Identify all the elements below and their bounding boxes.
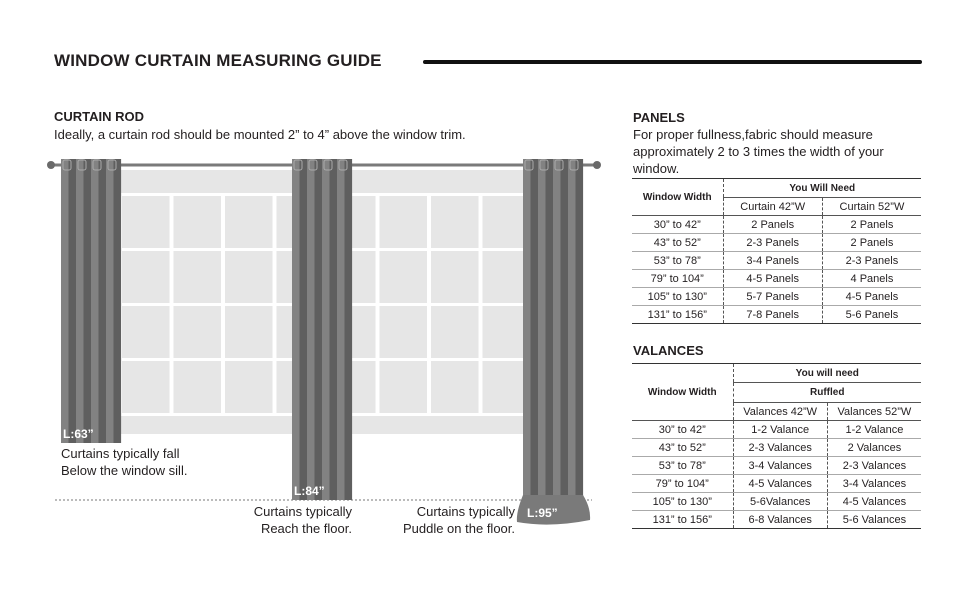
table-row xyxy=(632,439,921,457)
table-row xyxy=(632,252,921,270)
table-cell: 53” to 78” xyxy=(632,252,723,270)
col-curtain-42: Curtain 42”W xyxy=(723,198,822,216)
table-cell: 2 Panels xyxy=(723,216,822,234)
table-cell: 6-8 Valances xyxy=(733,511,827,529)
caption-line: Curtains typically xyxy=(253,504,352,519)
table-cell: 4 Panels xyxy=(822,270,921,288)
col-you-will-need: You Will Need xyxy=(723,179,921,198)
caption-line: Curtains typically fall xyxy=(61,446,180,461)
table-cell: 4-5 Panels xyxy=(822,288,921,306)
table-cell: 1-2 Valance xyxy=(827,421,921,439)
table-row xyxy=(632,475,921,493)
col-valances-52: Valances 52”W xyxy=(827,403,921,421)
valances-table xyxy=(632,363,921,529)
curtain-panel xyxy=(517,159,590,525)
table-cell: 5-6 Valances xyxy=(827,511,921,529)
page-title: WINDOW CURTAIN MEASURING GUIDE xyxy=(54,51,382,70)
curtain-length-84: L:84” xyxy=(294,484,325,498)
table-row xyxy=(632,511,921,529)
curtain-panel xyxy=(61,159,121,443)
rod-heading: CURTAIN ROD xyxy=(54,109,145,124)
table-cell: 5-6 Panels xyxy=(822,306,921,324)
table-row xyxy=(632,421,921,439)
table-cell: 105” to 130” xyxy=(632,493,733,511)
table-row xyxy=(632,234,921,252)
table-cell: 3-4 Valances xyxy=(733,457,827,475)
table-cell: 105” to 130” xyxy=(632,288,723,306)
table-cell: 2 Valances xyxy=(827,439,921,457)
panels-table xyxy=(632,178,921,324)
caption-line: Puddle on the floor. xyxy=(402,521,515,536)
table-cell: 2 Panels xyxy=(822,216,921,234)
caption-floor xyxy=(254,503,352,537)
table-cell: 131” to 156” xyxy=(632,511,733,529)
table-row xyxy=(632,216,921,234)
table-cell: 4-5 Panels xyxy=(723,270,822,288)
valances-heading: VALANCES xyxy=(633,343,704,358)
table-cell: 1-2 Valance xyxy=(733,421,827,439)
panels-text: For proper fullness,fabric should measure approximately 2 to 3 times the width of your window. xyxy=(633,127,884,176)
curtain-panel xyxy=(292,159,352,500)
table-cell: 2-3 Valances xyxy=(733,439,827,457)
table-row xyxy=(632,457,921,475)
col-curtain-52: Curtain 52”W xyxy=(822,198,921,216)
table-cell: 2-3 Panels xyxy=(723,234,822,252)
col-you-will-need: You will need xyxy=(733,364,921,383)
curtain-length-95: L:95” xyxy=(527,506,558,520)
table-row xyxy=(632,270,921,288)
table-cell: 5-7 Panels xyxy=(723,288,822,306)
curtain-length-63: L:63” xyxy=(63,427,94,441)
table-cell: 2-3 Panels xyxy=(822,252,921,270)
table-cell: 4-5 Valances xyxy=(733,475,827,493)
table-row xyxy=(632,306,921,324)
table-cell: 7-8 Panels xyxy=(723,306,822,324)
col-ruffled: Ruffled xyxy=(733,383,921,403)
table-cell: 3-4 Panels xyxy=(723,252,822,270)
caption-line: Curtains typically xyxy=(416,504,515,519)
table-cell: 79” to 104” xyxy=(632,270,723,288)
table-cell: 4-5 Valances xyxy=(827,493,921,511)
table-cell: 2-3 Valances xyxy=(827,457,921,475)
table-row xyxy=(632,493,921,511)
table-cell: 5-6Valances xyxy=(733,493,827,511)
col-window-width: Window Width xyxy=(632,364,733,421)
table-cell: 43” to 52” xyxy=(632,439,733,457)
caption-sill xyxy=(61,445,187,479)
rod-text: Ideally, a curtain rod should be mounted 2” to 4” above the window trim. xyxy=(54,127,466,142)
table-cell: 30” to 42” xyxy=(632,216,723,234)
table-cell: 2 Panels xyxy=(822,234,921,252)
table-cell: 131” to 156” xyxy=(632,306,723,324)
table-cell: 3-4 Valances xyxy=(827,475,921,493)
table-cell: 30” to 42” xyxy=(632,421,733,439)
col-valances-42: Valances 42”W xyxy=(733,403,827,421)
table-cell: 43” to 52” xyxy=(632,234,723,252)
table-row xyxy=(632,288,921,306)
caption-line: Below the window sill. xyxy=(61,463,188,478)
table-cell: 79” to 104” xyxy=(632,475,733,493)
panels-heading: PANELS xyxy=(633,110,685,125)
col-window-width: Window Width xyxy=(632,179,723,216)
caption-line: Reach the floor. xyxy=(260,521,352,536)
caption-puddle xyxy=(403,503,515,537)
table-cell: 53” to 78” xyxy=(632,457,733,475)
